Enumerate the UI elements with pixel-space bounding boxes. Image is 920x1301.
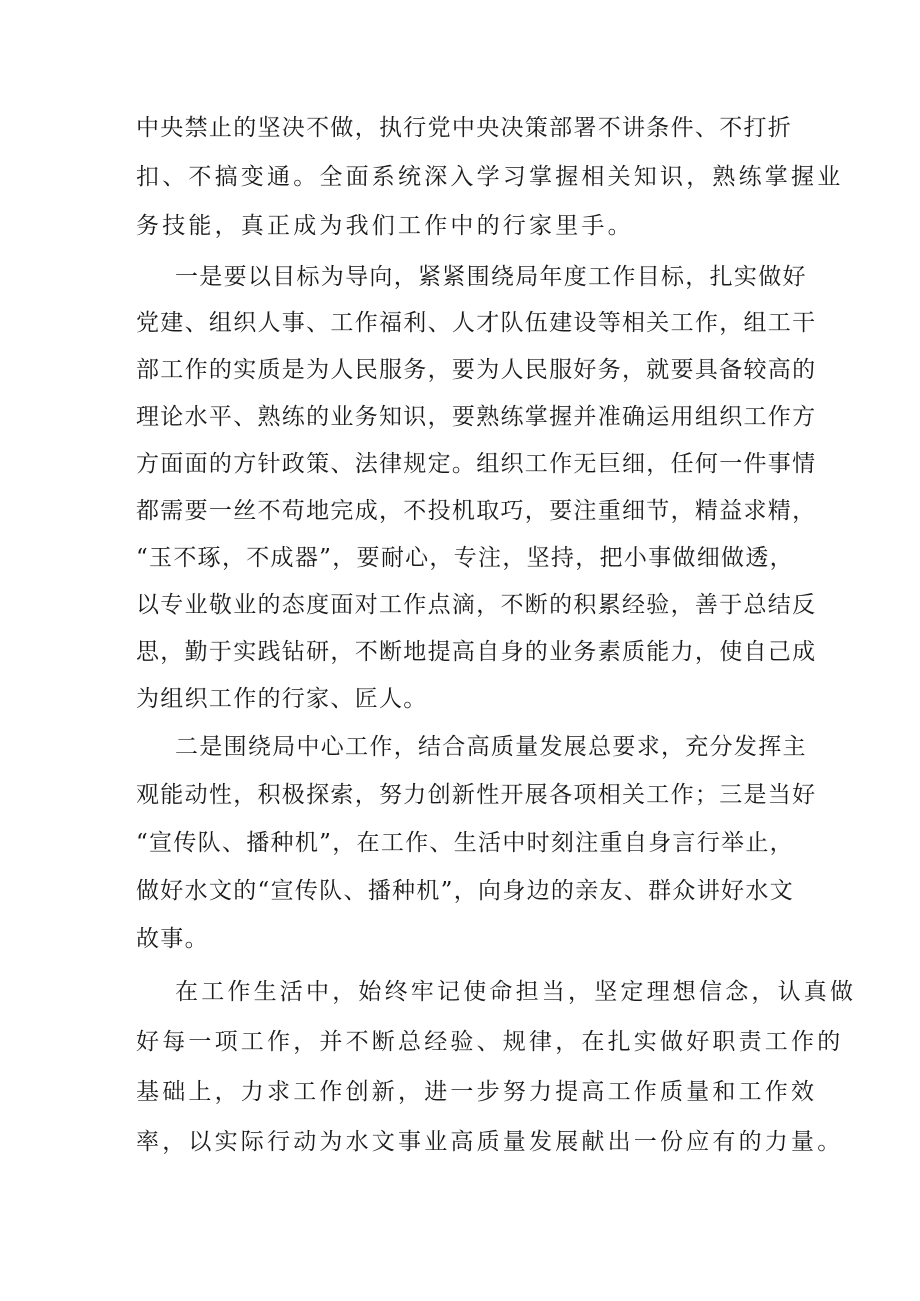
- text-line: 基础上，力求工作创新，进一步努力提高工作质量和工作效: [136, 1079, 818, 1105]
- text-line: 在工作生活中，始终牢记使命担当，坚定理想信念，认真做: [175, 979, 857, 1005]
- text-line: 务技能，真正成为我们工作中的行家里手。: [136, 213, 634, 239]
- text-line: 二是围绕局中心工作，结合高质量发展总要求，充分发挥主: [175, 734, 807, 760]
- text-line: 都需要一丝不苟地完成，不投机取巧，要注重细节，精益求精，: [136, 498, 817, 524]
- text-line: 观能动性，积极探索，努力创新性开展各项相关工作；三是当好: [136, 782, 817, 808]
- text-line: 好每一项工作，并不断总经验、规律，在扎实做好职责工作的: [136, 1029, 844, 1055]
- text-line: “宣传队、播种机”，在工作、生活中时刻注重自身言行举止，: [136, 830, 794, 856]
- text-line: 为组织工作的行家、匠人。: [136, 686, 428, 712]
- text-line: 扣、不搞变通。全面系统深入学习掌握相关知识，熟练掌握业: [136, 164, 844, 190]
- text-line: 思，勤于实践钻研，不断地提高自身的业务素质能力，使自己成: [136, 639, 817, 665]
- text-line: 做好水文的“宣传队、播种机”，向身边的亲友、群众讲好水文: [136, 878, 794, 904]
- text-line: 以专业敬业的态度面对工作点滴，不断的积累经验，善于总结反: [136, 592, 817, 618]
- text-line: 中央禁止的坚决不做，执行党中央决策部署不讲条件、不打折: [136, 115, 793, 141]
- text-line: 一是要以目标为导向，紧紧围绕局年度工作目标，扎实做好: [175, 264, 807, 290]
- text-line: 理论水平、熟练的业务知识，要熟练掌握并准确运用组织工作方: [136, 404, 817, 430]
- text-line: 党建、组织人事、工作福利、人才队伍建设等相关工作，组工干: [136, 310, 817, 336]
- text-line: 方面面的方针政策、法律规定。组织工作无巨细，任何一件事情: [136, 451, 817, 477]
- text-line: 故事。: [136, 926, 209, 952]
- text-line: “玉不琢，不成器”，要耐心，专注，坚持，把小事做细做透，: [136, 545, 794, 571]
- text-line: 部工作的实质是为人民服务，要为人民服好务，就要具备较高的: [136, 357, 817, 383]
- text-line: 率，以实际行动为水文事业高质量发展献出一份应有的力量。: [136, 1129, 844, 1155]
